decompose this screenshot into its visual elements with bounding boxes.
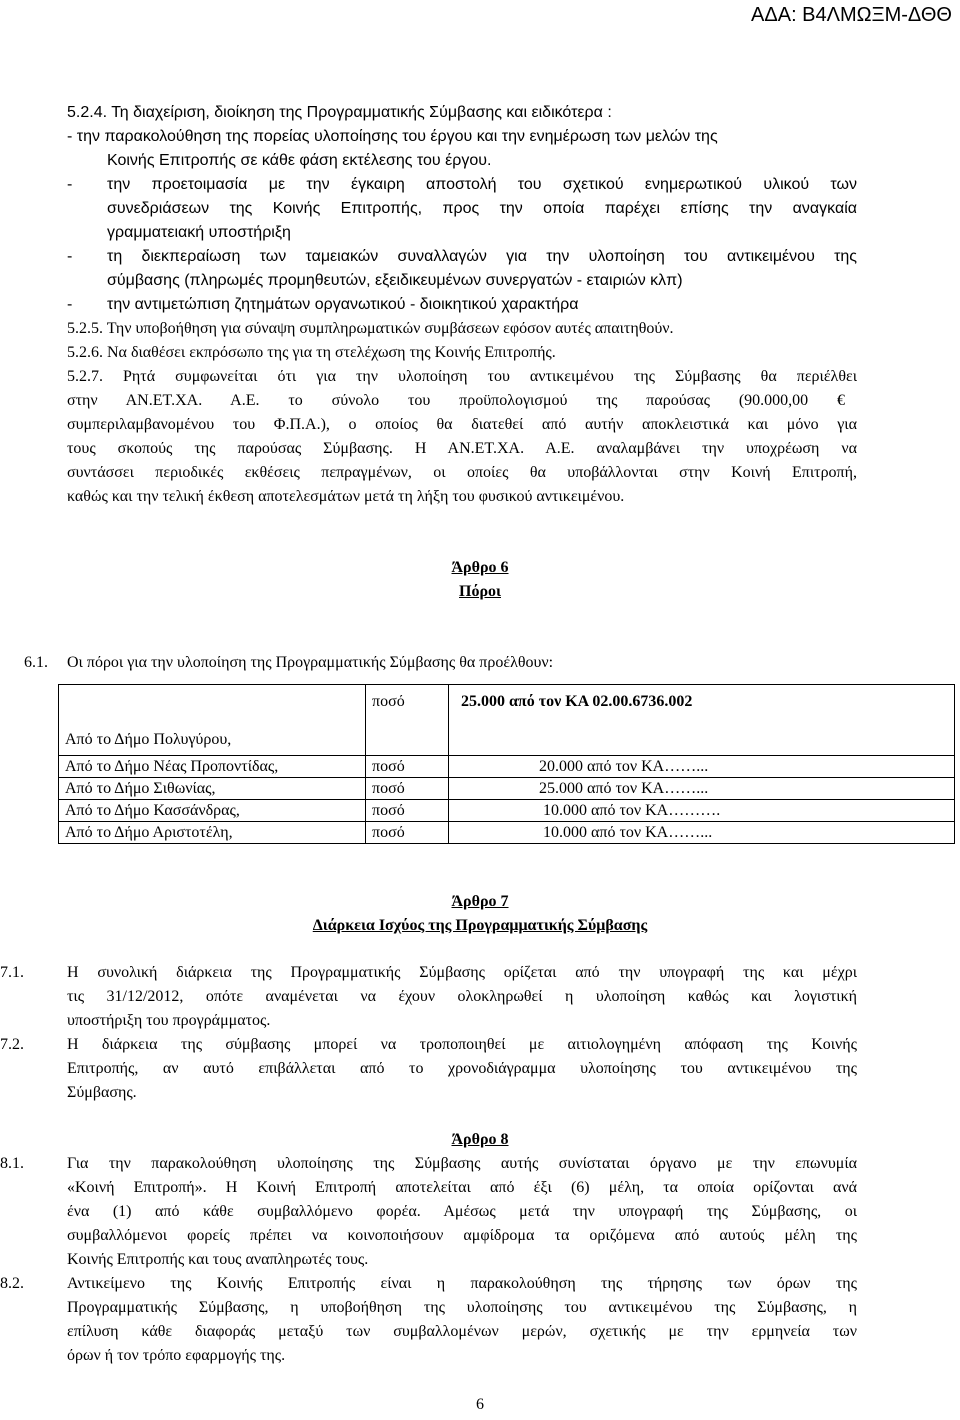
article-7-title: Άρθρο 7 — [451, 893, 509, 910]
para-5-2-4-line: γραμματειακή υποστήριξη — [107, 224, 291, 241]
poso-cell: ποσό — [366, 778, 449, 800]
para-5-2-4-line: συνεδριάσεων της Κοινής Επιτροπής, προς την οποία παρέχει επίσης την αναγκαία — [107, 200, 857, 217]
article-8-title: Άρθρο 8 — [451, 1131, 509, 1148]
para-5-2-7-line: καθώς και την τελική έκθεση αποτελεσμάτων μετά τη λήξη του φυσικού αντικειμένου. — [67, 488, 625, 505]
para-5-2-4-line: Κοινής Επιτροπής σε κάθε φάση εκτέλεσης του έργου. — [107, 152, 492, 169]
amount-cell: 10.000 από τον ΚΑ………. — [449, 800, 955, 822]
para-7-2-line: Η διάρκεια της σύμβασης μπορεί να τροποποιηθεί με αιτιολογημένη απόφαση της Κοινής — [67, 1036, 857, 1053]
table-row — [59, 685, 955, 756]
amount-cell: 25.000 από τον ΚΑ……... — [449, 778, 955, 800]
para-6-1-number: 6.1. — [24, 654, 48, 671]
source-cell: Από το Δήμο Αριστοτέλη, — [59, 822, 366, 844]
para-8-1-line: ένα (1) από κάθε συμβαλλόμενο φορέα. Αμέσως μετά την υπογραφή της Σύμβασης, οι — [67, 1203, 857, 1220]
para-7-2-number: 7.2. — [0, 1036, 24, 1053]
poso-cell: ποσό — [366, 756, 449, 778]
article-7-subtitle: Διάρκεια Ισχύος της Προγραμματικής Σύμβασης — [312, 917, 648, 934]
para-5-2-4-line: σύμβασης (πληρωμές προμηθευτών, εξειδικευμένων συνεργατών - εταιριών κλπ) — [107, 272, 683, 289]
para-5-2-7-line: συντάσσει περιοδικές εκθέσεις πεπραγμένων, οι οποίες θα υποβάλλονται στην Κοινή Επιτροπή, — [67, 464, 857, 481]
para-5-2-4-line: την αντιμετώπιση ζητημάτων οργανωτικού - διοικητικού χαρακτήρα — [107, 296, 579, 313]
table-row — [59, 822, 955, 844]
para-7-1-line: υποστήριξη του προγράμματος. — [67, 1012, 271, 1029]
poso-cell: ποσό — [366, 685, 449, 756]
source-cell: Από το Δήμο Νέας Προποντίδας, — [59, 756, 366, 778]
para-7-1-line: Η συνολική διάρκεια της Προγραμματικής Σύμβασης ορίζεται από την υπογραφή της και μέχρι — [67, 964, 857, 981]
para-5-2-4-line: - την παρακολούθηση της πορείας υλοποίησης του έργου και την ενημέρωση των μελών της — [67, 128, 718, 145]
poso-cell: ποσό — [366, 800, 449, 822]
para-5-2-7-line: συμπεριλαμβανομένου του Φ.Π.Α.), ο οποίος θα διατεθεί από αυτήν αποκλειστικά και μόνο για — [67, 416, 857, 433]
para-5-2-7-line: τους σκοπούς της παρούσας Σύμβασης. Η ΑΝ.ΕΤ.ΧΑ. Α.Ε. αναλαμβάνει την υποχρέωση να — [67, 440, 857, 457]
bullet-dash: - — [67, 248, 73, 265]
table-row — [59, 756, 955, 778]
bullet-dash: - — [67, 296, 73, 313]
para-5-2-4-line: τη διεκπεραίωση των ταμειακών συναλλαγών για την υλοποίηση του αντικειμένου της — [107, 248, 857, 265]
resources-table — [58, 684, 955, 844]
article-6-title: Άρθρο 6 — [451, 559, 509, 576]
ada-identifier: ΑΔΑ: Β4ΛΜΩΞΜ-ΔΘΘ — [751, 4, 952, 26]
para-8-1-line: συμβαλλόμενοι φορείς πρέπει να κοινοποιήσουν αμφίδρομα τα οριζόμενα από αυτούς μέλη της — [67, 1227, 857, 1244]
para-5-2-6: 5.2.6. Να διαθέσει εκπρόσωπο της για τη στελέχωση της Κοινής Επιτροπής. — [67, 344, 556, 361]
amount-cell: 10.000 από τον ΚΑ……... — [449, 822, 955, 844]
para-8-1-line: «Κοινή Επιτροπή». Η Κοινή Επιτροπή αποτελείται από έξι (6) μέλη, τα οποία ορίζονται ανά — [67, 1179, 857, 1196]
para-8-1-line: Για την παρακολούθηση υλοποίησης της Σύμβασης αυτής συνίσταται όργανο με την επωνυμία — [67, 1155, 857, 1172]
para-8-2-number: 8.2. — [0, 1275, 24, 1292]
source-cell: Από το Δήμο Σιθωνίας, — [59, 778, 366, 800]
source-cell: Από το Δήμο Πολυγύρου, — [59, 685, 366, 756]
para-7-2-line: Σύμβασης. — [67, 1084, 137, 1101]
article-6-subtitle: Πόροι — [459, 583, 501, 600]
table-row — [59, 800, 955, 822]
para-8-2-line: όρων ή τον τρόπο εφαρμογής της. — [67, 1347, 286, 1364]
para-8-2-line: Αντικείμενο της Κοινής Επιτροπής είναι η παρακολούθηση της τήρησης των όρων της — [67, 1275, 857, 1292]
para-7-1-number: 7.1. — [0, 964, 24, 981]
para-8-1-number: 8.1. — [0, 1155, 24, 1172]
para-5-2-4-heading: 5.2.4. Τη διαχείριση, διοίκηση της Προγραμματικής Σύμβασης και ειδικότερα : — [67, 104, 612, 121]
para-5-2-4-line: την προετοιμασία με την έγκαιρη αποστολή του σχετικού ενημερωτικού υλικού των — [107, 176, 857, 193]
bullet-dash: - — [67, 176, 73, 193]
para-8-1-line: Κοινής Επιτροπής και τους αναπληρωτές τους. — [67, 1251, 369, 1268]
para-7-1-line: τις 31/12/2012, οπότε αναμένεται να έχουν ολοκληρωθεί η υλοποίηση καθώς και λογιστική — [67, 988, 857, 1005]
para-6-1-text: Οι πόροι για την υλοποίηση της Προγραμματικής Σύμβασης θα προέλθουν: — [67, 654, 554, 671]
para-5-2-7-line: στην ΑΝ.ΕΤ.ΧΑ. Α.Ε. το σύνολο του προϋπολογισμού της παρούσας (90.000,00 € — [67, 392, 845, 409]
amount-cell: 20.000 από τον ΚΑ……... — [449, 756, 955, 778]
para-8-2-line: επίλυση κάθε διαφοράς μεταξύ των συμβαλλομένων μερών, σχετικής με την ερμηνεία των — [67, 1323, 857, 1340]
poso-cell: ποσό — [366, 822, 449, 844]
para-8-2-line: Προγραμματικής Σύμβασης, η υποβοήθηση της υλοποίησης του αντικειμένου της Σύμβασης, η — [67, 1299, 857, 1316]
para-7-2-line: Επιτροπής, αν αυτό επιβάλλεται από το χρονοδιάγραμμα υλοποίησης του αντικειμένου της — [67, 1060, 857, 1077]
source-cell: Από το Δήμο Κασσάνδρας, — [59, 800, 366, 822]
page-number: 6 — [476, 1396, 484, 1413]
para-5-2-7-line: 5.2.7. Ρητά συμφωνείται ότι για την υλοποίηση του αντικειμένου της Σύμβασης θα περιέλθει — [67, 368, 857, 385]
para-5-2-5: 5.2.5. Την υποβοήθηση για σύναψη συμπληρωματικών συμβάσεων εφόσον αυτές απαιτηθούν. — [67, 320, 674, 337]
amount-cell: 25.000 από τον ΚΑ 02.00.6736.002 — [449, 685, 955, 756]
table-row — [59, 778, 955, 800]
